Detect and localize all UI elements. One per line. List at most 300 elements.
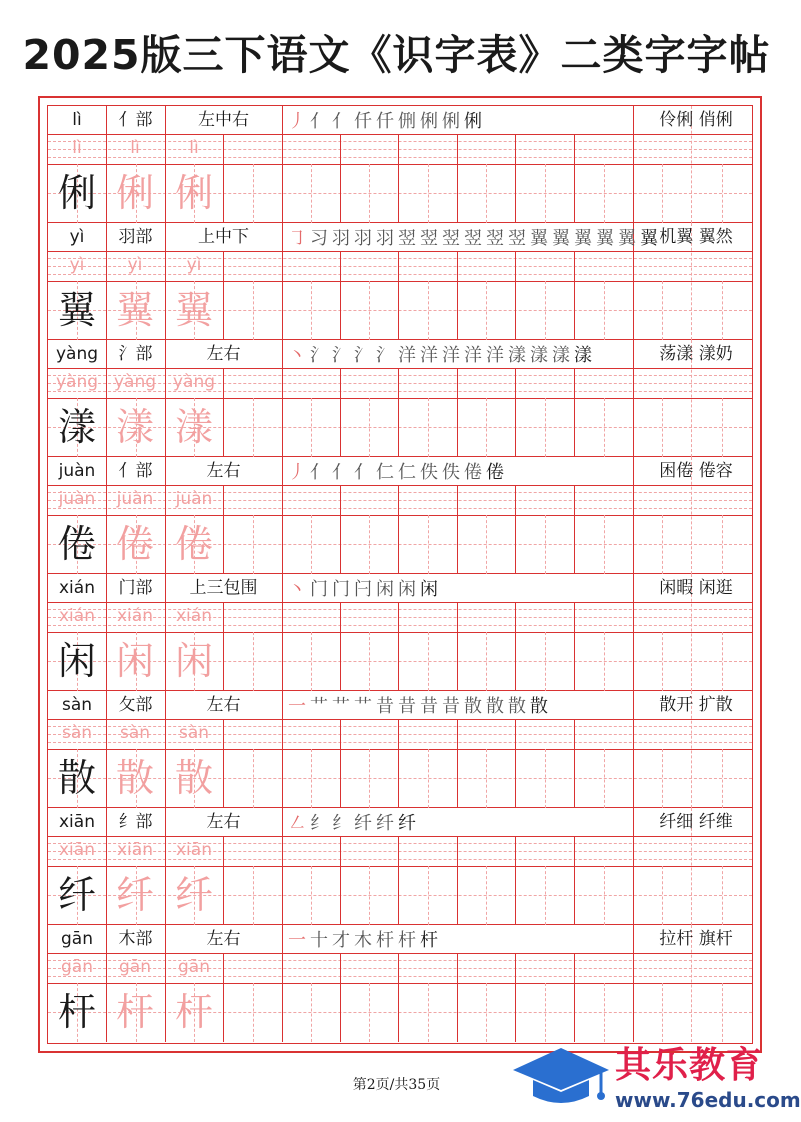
tianzi-guide-line <box>545 983 546 1042</box>
tianzi-guide-line <box>662 164 663 223</box>
stroke-step: 丶 <box>288 579 308 600</box>
tianzi-guide-line <box>311 164 312 223</box>
grid-line <box>457 602 458 691</box>
tianzi-guide-line <box>545 515 546 574</box>
pinyin-label: xiān <box>59 812 95 832</box>
pinyin-label: yàng <box>55 344 99 364</box>
stroke-step: ㇜ <box>288 813 308 834</box>
stroke-step: 纤 <box>398 813 418 834</box>
pinyin-trace: sàn <box>61 723 93 743</box>
tianzi-guide-line <box>253 866 254 925</box>
pinyin-trace: yì <box>69 255 85 275</box>
pinyin-trace: xián <box>59 606 95 626</box>
tianzi-guide-line <box>662 866 663 925</box>
example-words: 闲暇 闲逛 <box>659 578 733 598</box>
tianzi-guide-line <box>486 983 487 1042</box>
example-words: 机翼 翼然 <box>659 227 733 247</box>
tianzi-guide-line <box>722 632 723 691</box>
stroke-step: 翌 <box>464 228 484 249</box>
stroke-step: 翼 <box>530 228 550 249</box>
copybook-grid <box>47 105 753 1044</box>
stroke-step: 散 <box>486 696 506 717</box>
stroke-step: 仟 <box>354 111 374 132</box>
tianzi-guide-line <box>545 866 546 925</box>
tianzi-guide-line <box>604 398 605 457</box>
example-words: 困倦 倦容 <box>659 461 733 481</box>
radical-label: 羽部 <box>118 227 153 247</box>
tianzi-guide-line <box>604 515 605 574</box>
tianzi-guide-line <box>428 398 429 457</box>
radical-label: 亻部 <box>118 110 153 130</box>
copybook-sheet <box>38 96 762 1053</box>
tianzi-guide-line <box>486 164 487 223</box>
stroke-step: 翼 <box>596 228 616 249</box>
example-words: 荡漾 漾奶 <box>659 344 733 364</box>
grid-line <box>223 251 224 340</box>
character-trace: 倦 <box>115 522 154 566</box>
stroke-step: 十 <box>310 930 330 951</box>
stroke-step: 一 <box>288 696 308 717</box>
character-trace: 俐 <box>115 171 154 215</box>
grid-line <box>282 574 283 691</box>
grid-line <box>48 368 752 369</box>
tianzi-guide-line <box>428 515 429 574</box>
character-block <box>48 223 752 340</box>
grid-line <box>398 953 399 1042</box>
grid-line <box>457 719 458 808</box>
grid-line <box>282 925 283 1042</box>
stroke-order <box>288 110 640 134</box>
stroke-step: 仁 <box>398 462 418 483</box>
tianzi-guide-line <box>428 164 429 223</box>
stroke-step: 佚 <box>442 462 462 483</box>
character-trace: 闲 <box>115 639 154 683</box>
stroke-step: 昔 <box>420 696 440 717</box>
tianzi-guide-line <box>722 866 723 925</box>
pinyin-trace: sàn <box>119 723 151 743</box>
stroke-order <box>288 227 660 251</box>
grid-line <box>515 368 516 457</box>
stroke-step: 翌 <box>486 228 506 249</box>
stroke-order <box>288 695 640 719</box>
stroke-step: 杆 <box>376 930 396 951</box>
character-trace: 漾 <box>174 405 213 449</box>
grid-line <box>340 602 341 691</box>
pinyin-label: juàn <box>58 461 96 481</box>
grid-line <box>398 485 399 574</box>
model-character: 俐 <box>57 171 96 215</box>
character-trace: 倦 <box>174 522 213 566</box>
character-trace: 翼 <box>174 288 213 332</box>
stroke-step: 门 <box>310 579 330 600</box>
pinyin-trace: juàn <box>116 489 154 509</box>
stroke-step: 昔 <box>398 696 418 717</box>
grid-line <box>282 106 283 223</box>
grid-line <box>457 368 458 457</box>
pinyin-label: yì <box>69 227 85 247</box>
stroke-order <box>288 461 640 485</box>
tianzi-guide-line <box>311 515 312 574</box>
grid-line <box>223 719 224 808</box>
pinyin-trace: sàn <box>178 723 210 743</box>
tianzi-guide-line <box>253 515 254 574</box>
stroke-step: 丶 <box>288 345 308 366</box>
grid-line <box>48 836 752 837</box>
grid-line <box>574 368 575 457</box>
stroke-step: 俐 <box>442 111 462 132</box>
stroke-step: 艹 <box>332 696 352 717</box>
tianzi-guide-line <box>662 983 663 1042</box>
stroke-step: 丿 <box>288 111 308 132</box>
grid-line <box>515 251 516 340</box>
stroke-step: 翼 <box>618 228 638 249</box>
tianzi-guide-line <box>486 281 487 340</box>
tianzi-guide-line <box>604 281 605 340</box>
tianzi-guide-line <box>722 749 723 808</box>
tianzi-guide-line <box>545 281 546 340</box>
stroke-step: 漾 <box>508 345 528 366</box>
grid-line <box>457 134 458 223</box>
tianzi-guide-line <box>486 866 487 925</box>
structure-label: 上中下 <box>198 227 249 247</box>
pinyin-trace: lì <box>189 138 199 158</box>
tianzi-guide-line <box>311 281 312 340</box>
radical-label: 纟部 <box>118 812 153 832</box>
stroke-step: 倦 <box>464 462 484 483</box>
grid-line <box>398 251 399 340</box>
pinyin-trace: lì <box>72 138 82 158</box>
character-block <box>48 340 752 457</box>
stroke-step: 纟 <box>310 813 330 834</box>
tianzi-guide-line <box>253 281 254 340</box>
pinyin-trace: xián <box>176 606 212 626</box>
model-character: 纤 <box>57 873 96 917</box>
pinyin-trace: juàn <box>175 489 213 509</box>
tianzi-guide-line <box>311 983 312 1042</box>
stroke-step: 羽 <box>376 228 396 249</box>
radical-label: 门部 <box>118 578 153 598</box>
stroke-step: 漾 <box>552 345 572 366</box>
model-character: 翼 <box>57 288 96 332</box>
grid-line <box>457 836 458 925</box>
stroke-step: 纤 <box>376 813 396 834</box>
grid-line <box>398 836 399 925</box>
pinyin-trace: xiān <box>176 840 212 860</box>
tianzi-guide-line <box>486 515 487 574</box>
tianzi-guide-line <box>253 164 254 223</box>
grid-line <box>398 602 399 691</box>
pinyin-trace: gān <box>61 957 93 977</box>
pinyin-trace: yàng <box>55 372 99 392</box>
brand-logo <box>511 1044 801 1112</box>
tianzi-guide-line <box>369 164 370 223</box>
grid-line <box>282 223 283 340</box>
pinyin-trace: lì <box>130 138 140 158</box>
grid-line <box>398 719 399 808</box>
grid-line <box>223 602 224 691</box>
grid-line <box>574 134 575 223</box>
character-trace: 纤 <box>174 873 213 917</box>
stroke-step: 杆 <box>420 930 440 951</box>
grid-line <box>515 719 516 808</box>
character-trace: 散 <box>174 756 213 800</box>
stroke-step: 氵 <box>310 345 330 366</box>
grid-line <box>282 808 283 925</box>
grid-line <box>398 134 399 223</box>
grid-line <box>223 836 224 925</box>
grid-line <box>48 719 752 720</box>
grid-line <box>398 368 399 457</box>
structure-label: 上三包围 <box>189 578 258 598</box>
grid-line <box>340 368 341 457</box>
stroke-step: 倦 <box>486 462 506 483</box>
stroke-step: 散 <box>464 696 484 717</box>
tianzi-guide-line <box>311 749 312 808</box>
pinyin-trace: yì <box>127 255 143 275</box>
stroke-step: 羽 <box>354 228 374 249</box>
grid-line <box>457 953 458 1042</box>
stroke-step: 纟 <box>332 813 352 834</box>
grid-line <box>282 340 283 457</box>
stroke-step: 洋 <box>464 345 484 366</box>
stroke-step: 闩 <box>354 579 374 600</box>
structure-label: 左右 <box>206 461 241 481</box>
stroke-step: 洋 <box>442 345 462 366</box>
grid-line <box>574 485 575 574</box>
tianzi-guide-line <box>662 515 663 574</box>
stroke-order <box>288 812 640 836</box>
character-block <box>48 106 752 223</box>
character-block <box>48 808 752 925</box>
pinyin-trace: xiān <box>59 840 95 860</box>
tianzi-guide-line <box>722 515 723 574</box>
tianzi-guide-line <box>545 632 546 691</box>
structure-label: 左右 <box>206 929 241 949</box>
grid-line <box>223 134 224 223</box>
stroke-order <box>288 344 640 368</box>
character-trace: 俐 <box>174 171 213 215</box>
tianzi-guide-line <box>369 632 370 691</box>
radical-label: 亻部 <box>118 461 153 481</box>
stroke-step: 亻 <box>354 462 374 483</box>
grid-line <box>223 368 224 457</box>
character-trace: 杆 <box>174 990 213 1034</box>
tianzi-guide-line <box>604 164 605 223</box>
tianzi-guide-line <box>369 749 370 808</box>
stroke-step: 杆 <box>398 930 418 951</box>
example-words: 纤细 纤维 <box>659 812 733 832</box>
stroke-step: 翌 <box>442 228 462 249</box>
stroke-order <box>288 578 640 602</box>
radical-label: 攵部 <box>118 695 153 715</box>
stroke-step: 氵 <box>376 345 396 366</box>
example-words: 散开 扩散 <box>659 695 733 715</box>
grid-line <box>515 836 516 925</box>
tianzi-guide-line <box>604 866 605 925</box>
tianzi-guide-line <box>311 398 312 457</box>
stroke-step: 闲 <box>420 579 440 600</box>
character-trace: 闲 <box>174 639 213 683</box>
model-character: 闲 <box>57 639 96 683</box>
example-words: 伶俐 俏俐 <box>659 110 733 130</box>
stroke-step: 侀 <box>398 111 418 132</box>
stroke-step: 昔 <box>442 696 462 717</box>
stroke-step: 习 <box>310 228 330 249</box>
stroke-step: 散 <box>508 696 528 717</box>
tianzi-guide-line <box>428 281 429 340</box>
stroke-step: 昔 <box>376 696 396 717</box>
tianzi-guide-line <box>722 398 723 457</box>
grid-line <box>574 602 575 691</box>
stroke-step: 翌 <box>508 228 528 249</box>
grid-line <box>223 485 224 574</box>
stroke-step: 闲 <box>398 579 418 600</box>
grid-line <box>340 836 341 925</box>
pinyin-trace: gān <box>119 957 151 977</box>
grid-line <box>574 719 575 808</box>
pinyin-trace: xián <box>117 606 153 626</box>
stroke-step: 闲 <box>376 579 396 600</box>
character-block <box>48 457 752 574</box>
pinyin-label: xián <box>59 578 95 598</box>
grid-line <box>282 457 283 574</box>
grid-line <box>340 719 341 808</box>
stroke-step: 仁 <box>376 462 396 483</box>
stroke-step: 艹 <box>310 696 330 717</box>
grid-line <box>515 485 516 574</box>
tianzi-guide-line <box>311 632 312 691</box>
stroke-step: 翼 <box>552 228 572 249</box>
stroke-step: 洋 <box>486 345 506 366</box>
tianzi-guide-line <box>662 398 663 457</box>
pinyin-label: sàn <box>61 695 93 715</box>
tianzi-guide-line <box>369 866 370 925</box>
stroke-step: 羽 <box>332 228 352 249</box>
stroke-step: 门 <box>332 579 352 600</box>
character-trace: 漾 <box>115 405 154 449</box>
tianzi-guide-line <box>369 983 370 1042</box>
stroke-step: 洋 <box>398 345 418 366</box>
tianzi-guide-line <box>604 983 605 1042</box>
tianzi-guide-line <box>722 983 723 1042</box>
pinyin-trace: gān <box>178 957 210 977</box>
grid-line <box>515 602 516 691</box>
tianzi-guide-line <box>604 632 605 691</box>
tianzi-guide-line <box>662 749 663 808</box>
tianzi-guide-line <box>369 515 370 574</box>
pinyin-label: lì <box>72 110 82 130</box>
stroke-step: 丿 <box>288 462 308 483</box>
tianzi-guide-line <box>722 164 723 223</box>
stroke-order <box>288 929 640 953</box>
radical-label: 氵部 <box>118 344 153 364</box>
grid-line <box>48 251 752 252</box>
grid-line <box>48 602 752 603</box>
grid-line <box>574 251 575 340</box>
model-character: 倦 <box>57 522 96 566</box>
example-words: 拉杆 旗杆 <box>659 929 733 949</box>
graduation-cap-icon <box>511 1044 611 1112</box>
stroke-step: 艹 <box>354 696 374 717</box>
tianzi-guide-line <box>369 398 370 457</box>
stroke-step: 木 <box>354 930 374 951</box>
character-block <box>48 925 752 1042</box>
stroke-step: 翌 <box>420 228 440 249</box>
tianzi-guide-line <box>253 632 254 691</box>
page-title: 2025版三下语文《识字表》二类字字帖 <box>22 31 771 79</box>
stroke-step: 亻 <box>332 111 352 132</box>
stroke-step: 漾 <box>530 345 550 366</box>
stroke-step: 佚 <box>420 462 440 483</box>
pinyin-trace: yàng <box>113 372 157 392</box>
grid-line <box>574 953 575 1042</box>
character-block <box>48 691 752 808</box>
tianzi-guide-line <box>428 749 429 808</box>
character-trace: 杆 <box>115 990 154 1034</box>
grid-line <box>574 836 575 925</box>
stroke-step: 仟 <box>376 111 396 132</box>
stroke-step: 俐 <box>464 111 484 132</box>
stroke-step: 俐 <box>420 111 440 132</box>
structure-label: 左右 <box>206 812 241 832</box>
model-character: 漾 <box>57 405 96 449</box>
character-trace: 翼 <box>115 288 154 332</box>
stroke-step: 翌 <box>398 228 418 249</box>
tianzi-guide-line <box>369 281 370 340</box>
pinyin-trace: juàn <box>58 489 96 509</box>
grid-line <box>457 485 458 574</box>
character-trace: 纤 <box>115 873 154 917</box>
stroke-step: 一 <box>288 930 308 951</box>
stroke-step: 散 <box>530 696 550 717</box>
tianzi-guide-line <box>486 749 487 808</box>
tianzi-guide-line <box>311 866 312 925</box>
stroke-step: 洋 <box>420 345 440 366</box>
pinyin-trace: yàng <box>172 372 216 392</box>
grid-line <box>340 251 341 340</box>
grid-line <box>340 953 341 1042</box>
grid-line <box>515 134 516 223</box>
tianzi-guide-line <box>722 281 723 340</box>
tianzi-guide-line <box>253 749 254 808</box>
stroke-step: 亻 <box>310 111 330 132</box>
tianzi-guide-line <box>545 164 546 223</box>
stroke-step: 亻 <box>332 462 352 483</box>
grid-line <box>48 953 752 954</box>
tianzi-guide-line <box>428 866 429 925</box>
stroke-step: 翼 <box>640 228 660 249</box>
stroke-step: ㇆ <box>288 228 308 249</box>
tianzi-guide-line <box>545 398 546 457</box>
grid-line <box>457 251 458 340</box>
structure-label: 左中右 <box>198 110 249 130</box>
tianzi-guide-line <box>662 281 663 340</box>
model-character: 散 <box>57 756 96 800</box>
grid-line <box>223 953 224 1042</box>
stroke-step: 才 <box>332 930 352 951</box>
page-number: 第2页/共35页 <box>352 1077 441 1093</box>
grid-line <box>515 953 516 1042</box>
tianzi-guide-line <box>486 398 487 457</box>
pinyin-trace: xiān <box>117 840 153 860</box>
structure-label: 左右 <box>206 344 241 364</box>
stroke-step: 漾 <box>574 345 594 366</box>
pinyin-trace: yì <box>186 255 202 275</box>
stroke-step: 翼 <box>574 228 594 249</box>
tianzi-guide-line <box>486 632 487 691</box>
grid-line <box>340 485 341 574</box>
grid-line <box>340 134 341 223</box>
